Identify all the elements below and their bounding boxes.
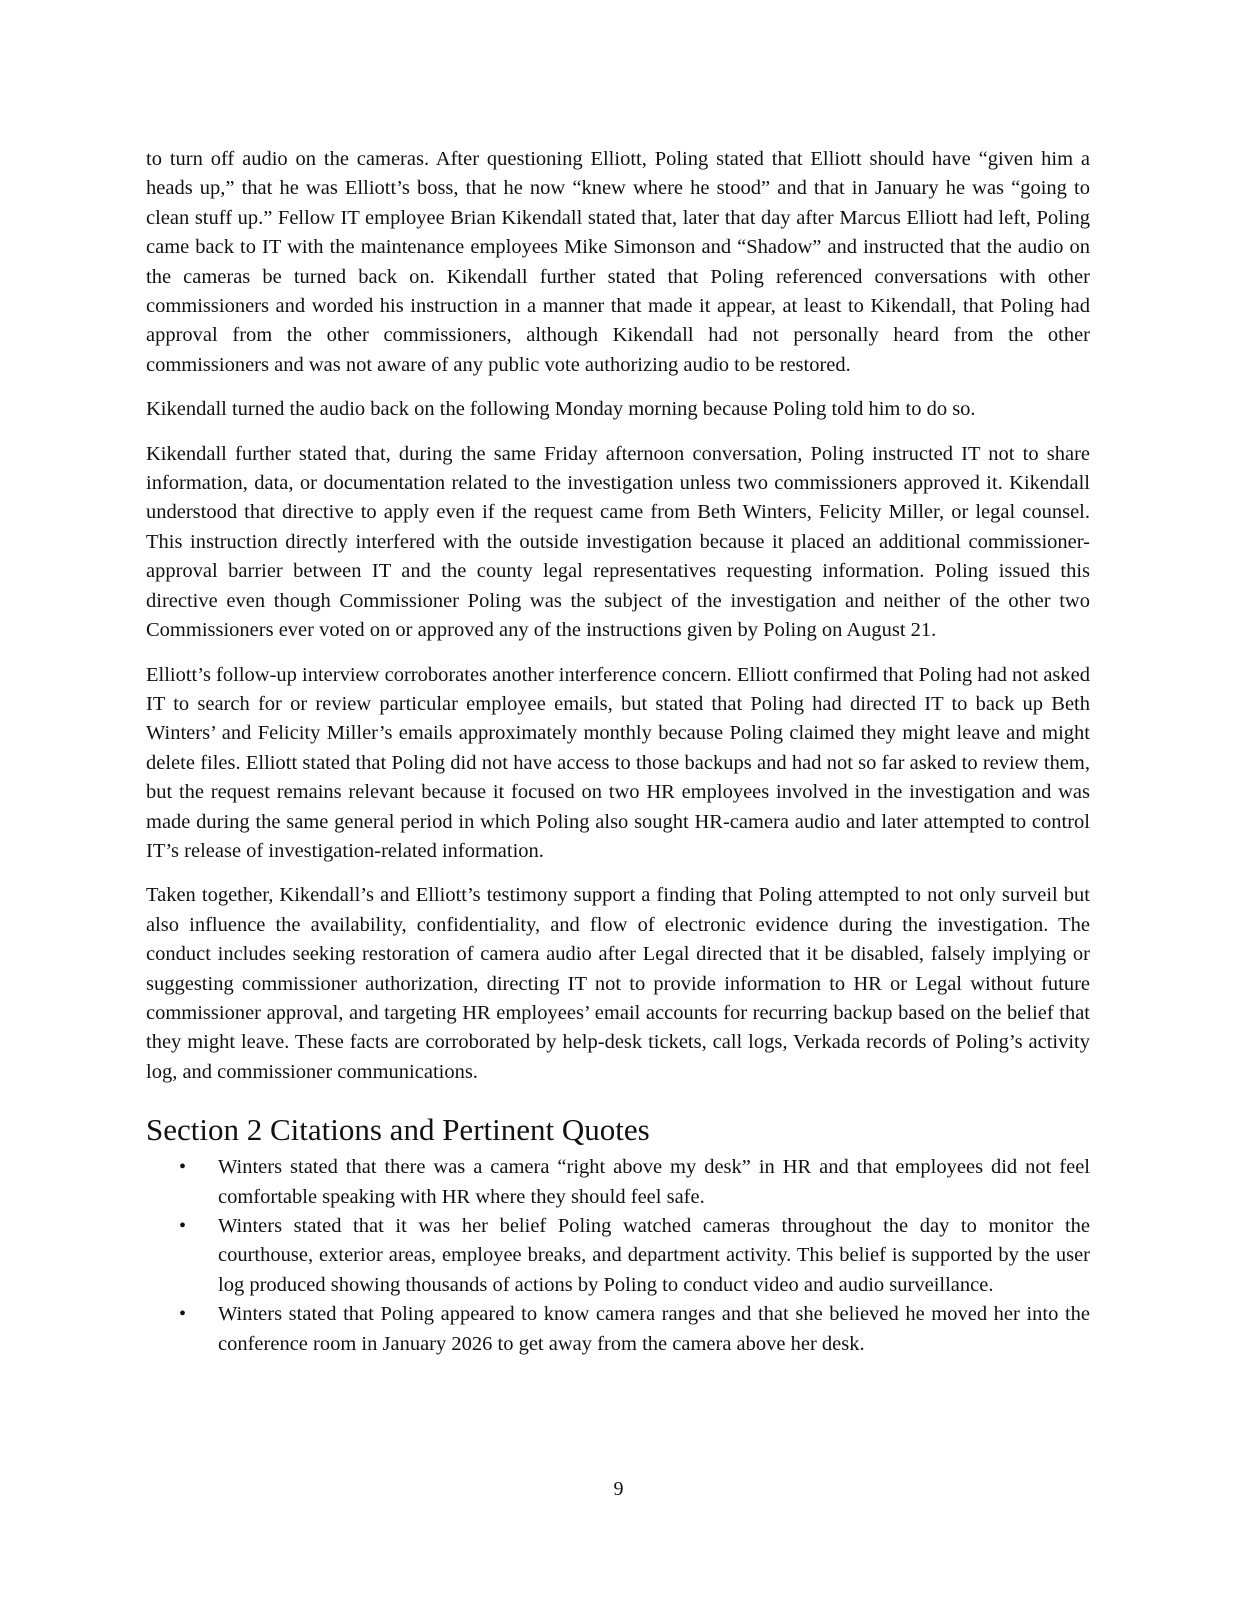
body-paragraph-2: Kikendall turned the audio back on the following Monday morning because Poling told him to do so.	[146, 398, 976, 421]
bullet-icon: •	[179, 1215, 187, 1237]
body-paragraph-1: to turn off audio on the cameras. After questioning Elliott, Poling stated that Elliott should have “given him a heads up,” that he was Elliott’s boss, that he now “knew where he stood” and that in January he was “going to clean stuff up.” Fellow IT employee Brian Kikendall stated that, later that day after Marcus Elliott had left, Poling came back to IT with the maintenance employees Mike Simonson and “Shadow” and instructed that the audio on the cameras be turned back on. Kikendall further stated that Poling referenced conversations with other commissioners and worded his instruction in a manner that made it appear, at least to Kikendall, that Poling had approval from the other commissioners, although Kikendall had not personally heard from the other commissioners and was not aware of any public vote authorizing audio to be restored.	[146, 148, 1090, 376]
citation-text: Winters stated that it was her belief Poling watched cameras throughout the day to monitor the courthouse, exterior areas, employee breaks, and department activity. This belief is supported by the user log produced showing thousands of actions by Poling to conduct video and audio surveillance.	[218, 1215, 1090, 1296]
bullet-icon: •	[179, 1156, 187, 1179]
body-paragraph-3: Kikendall further stated that, during the same Friday afternoon conversation, Poling instructed IT not to share information, data, or documentation related to the investigation unless two commissioners approved it. Kikendall understood that directive to apply even if the request came from Beth Winters, Felicity Miller, or legal counsel. This instruction directly interfered with the outside investigation because it placed an additional commissioner-approval barrier between IT and the county legal representatives requesting information. Poling issued this directive even though Commissioner Poling was the subject of the investigation and neither of the other two Commissioners ever voted on or approved any of the instructions given by Poling on August 21.	[146, 442, 1090, 642]
citation-list-item	[146, 1300, 1090, 1359]
page-number: 9	[613, 1478, 624, 1500]
document-body	[146, 145, 1090, 1359]
citation-list-item	[146, 1153, 1090, 1212]
bullet-icon: •	[179, 1303, 187, 1326]
citation-list-item	[146, 1212, 1090, 1300]
citation-text: Winters stated that Poling appeared to know camera ranges and that she believed he moved her into the conference room in January 2026 to get away from the camera above her desk.	[218, 1303, 1090, 1355]
body-paragraph-4: Elliott’s follow-up interview corroborates another interference concern. Elliott confirmed that Poling had not asked IT to search for or review particular employee emails, but stated that Poling had directed IT to back up Beth Winters’ and Felicity Miller’s emails approximately monthly because Poling claimed they might leave and might delete files. Elliott stated that Poling did not have access to those backups and had not so far asked to review them, but the request remains relevant because it focused on two HR employees involved in the investigation and was made during the same general period in which Poling also sought HR-camera audio and later attempted to control IT’s release of investigation-related information.	[146, 663, 1090, 862]
section-heading: Section 2 Citations and Pertinent Quotes	[146, 1112, 650, 1148]
citation-list	[146, 1153, 1090, 1359]
body-paragraph-5: Taken together, Kikendall’s and Elliott’s testimony support a finding that Poling attempted to not only surveil but also influence the availability, confidentiality, and flow of electronic evidence during the investigation. The conduct includes seeking restoration of camera audio after Legal directed that it be disabled, falsely implying or suggesting commissioner authorization, directing IT not to provide information to HR or Legal without future commissioner approval, and targeting HR employees’ email accounts for recurring backup based on the belief that they might leave. These facts are corroborated by help-desk tickets, call logs, Verkada records of Poling’s activity log, and commissioner communications.	[146, 884, 1090, 1083]
citation-text: Winters stated that there was a camera “right above my desk” in HR and that employees did not feel comfortable speaking with HR where they should feel safe.	[218, 1156, 1090, 1208]
